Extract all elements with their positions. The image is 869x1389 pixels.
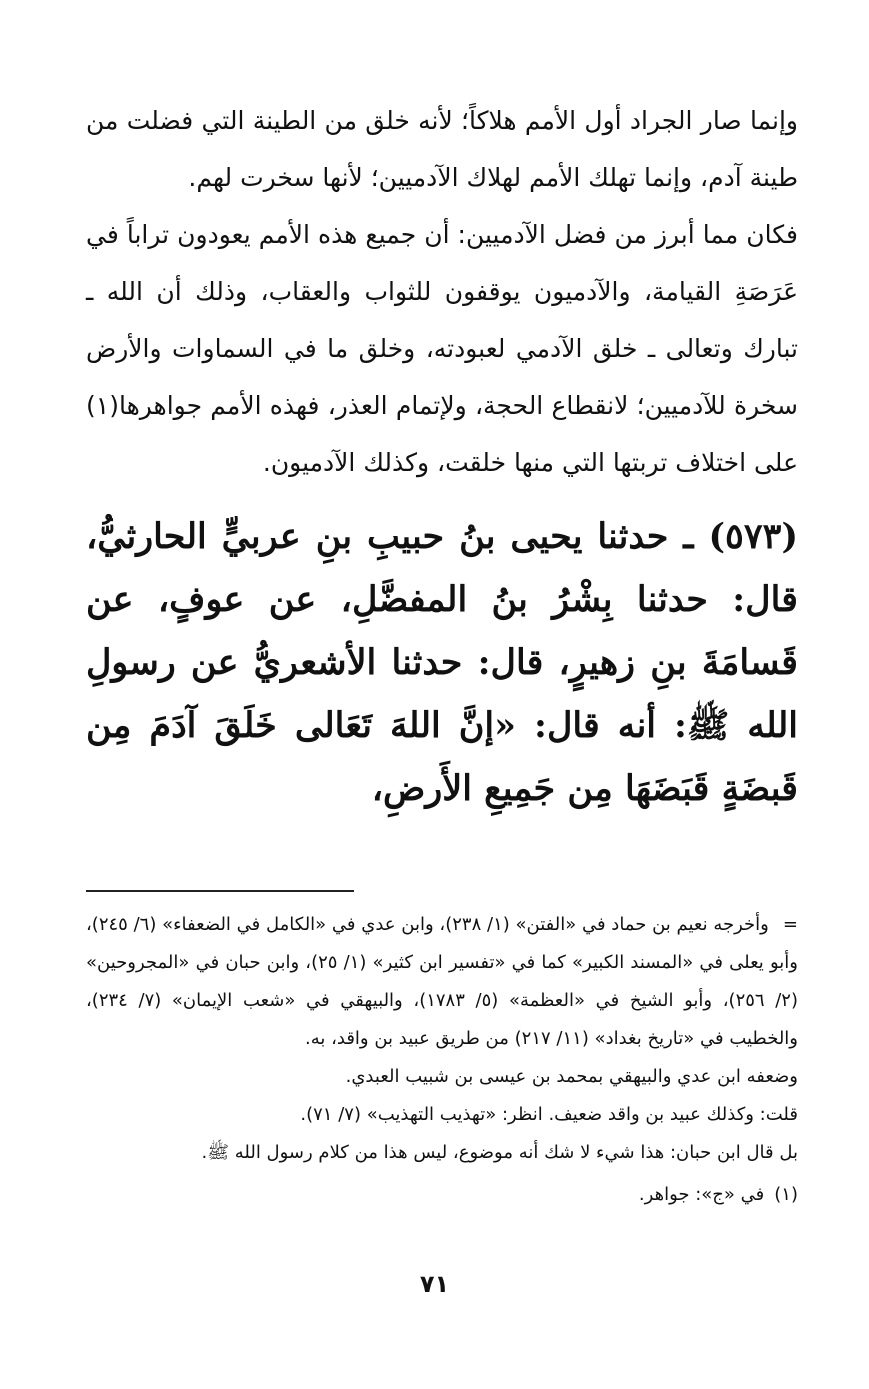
footnote-1-text: في «ج»: جواهر. (638, 1184, 765, 1205)
footnote-separator (86, 890, 354, 892)
footnote-continuation (86, 906, 798, 1058)
footnote-line-2: قلت: وكذلك عبيد بن واقد ضعيف. انظر: «تهذيب التهذيب» (٧/ ٧١). (300, 1104, 798, 1125)
footnote-continuation-text: وأخرجه نعيم بن حماد في «الفتن» (١/ ٢٣٨)، وابن عدي في «الكامل في الضعفاء» (٦/ ٢٤٥)، وأبو يعلى في «المسند الكبير» كما في «تفسير ابن كثير» (١/ ٢٥)، وابن حبان في «المجروحين» (٢/ ٢٥٦)، وأبو الشيخ في «العظمة» (٥/ ١٧٨٣)، والبيهقي في «شعب الإيمان» (٧/ ٢٣٤)، والخطيب في «تاريخ بغداد» (١١/ ٢١٧) من طريق عبيد بن واقد، به. (86, 914, 798, 1049)
footnote-line-1: وضعفه ابن عدي والبيهقي بمحمد بن عيسى بن شبيب العبدي. (345, 1066, 798, 1087)
page-content (86, 92, 798, 1214)
paragraph-1: وإنما صار الجراد أول الأمم هلاكاً؛ لأنه خلق من الطينة التي فضلت من طينة آدم، وإنما تهلك الأمم لهلاك الآدميين؛ لأنها سخرت لهم. (86, 106, 798, 192)
page-number: ٧١ (419, 1270, 450, 1298)
footnote-line-3: بل قال ابن حبان: هذا شيء لا شك أنه موضوع، ليس هذا من كلام رسول الله ﷺ. (201, 1142, 798, 1163)
continuation-mark: = (782, 914, 798, 935)
paragraph-2: فكان مما أبرز من فضل الآدميين: أن جميع هذه الأمم يعودون تراباً في عَرَصَةِ القيامة، والآدميون يوقفون للثواب والعقاب، وذلك أن الله ـ تبارك وتعالى ـ خلق الآدمي لعبودته، وخلق ما في السماوات والأرض سخرة للآدميين؛ لانقطاع الحجة، ولإتمام العذر، فهذه الأمم جواهرها(١) على اختلاف تربتها التي منها خلقت، وكذلك الآدميون. (86, 220, 798, 477)
footnote-number: (١) (774, 1184, 798, 1205)
hadith-text: (٥٧٣) ـ حدثنا يحيى بنُ حبيبِ بنِ عربيٍّ الحارثيُّ، قال: حدثنا بِشْرُ بنُ المفضَّلِ، عن عوفٍ، عن قَسامَةَ بنِ زهيرٍ، قال: حدثنا الأشعريُّ عن رسولِ الله ﷺ: أنه قال: «إنَّ اللهَ تَعَالى خَلَقَ آدَمَ مِن قَبضَةٍ قَبَضَهَا مِن جَمِيعِ الأَرضِ، (86, 516, 798, 809)
main-text (86, 92, 798, 491)
footnotes (86, 906, 798, 1214)
footnote-1 (86, 1176, 798, 1214)
